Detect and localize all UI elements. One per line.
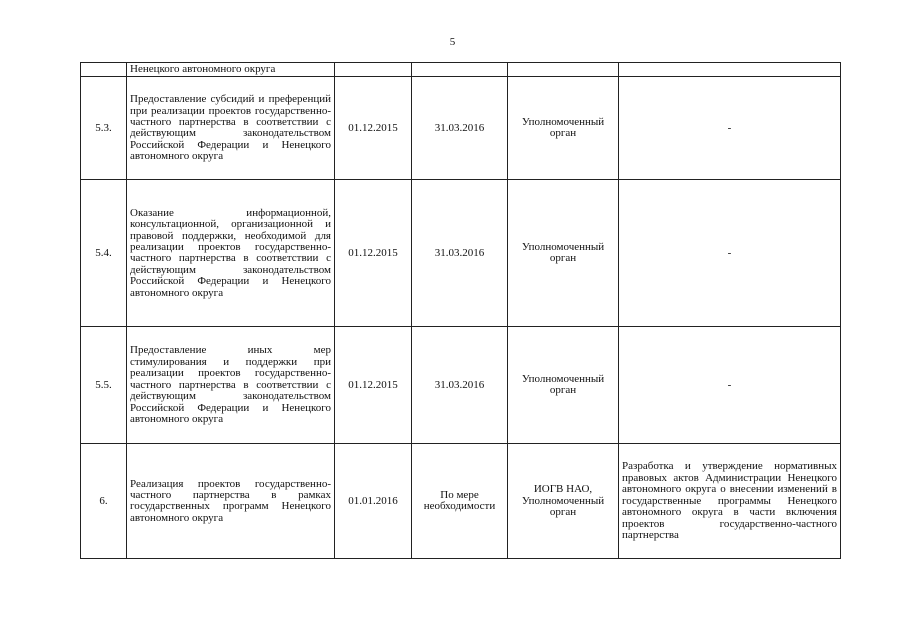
row-number: 6. [81,444,127,559]
row-number: 5.3. [81,77,127,180]
measure-name: Ненецкого автономного округа [127,63,335,77]
measure-name: Предоставление иных мер стимулирования и поддержки при реализации проектов государственно-частного партнерства в соответствии с действующим законодательством Российской Федерации и Ненецкого автономного округа [127,327,335,444]
expected-result: Разработка и утверждение нормативных правовых актов Администрации Ненецкого автономного округа о внесении изменений в государственные программы Ненецкого автономного округа в части включения проектов государственно-частного партнерства [619,444,841,559]
table-row [81,77,841,180]
start-date: 01.12.2015 [335,327,412,444]
expected-result: - [619,180,841,327]
responsible: Уполномоченный орган [508,77,619,180]
expected-result [619,63,841,77]
responsible [508,63,619,77]
start-date: 01.01.2016 [335,444,412,559]
measure-name: Оказание информационной, консультационной, организационной и правовой поддержки, необходимой для реализации проектов государственно-частного партнерства в соответствии с действующим законодательством Российской Федерации и Ненецкого автономного округа [127,180,335,327]
measure-name: Предоставление субсидий и преференций при реализации проектов государственно-частного партнерства в соответствии с действующим законодательством Российской Федерации и Ненецкого автономного округа [127,77,335,180]
responsible: ИОГВ НАО, Уполномоченный орган [508,444,619,559]
plan-table [80,62,841,559]
table-row [81,444,841,559]
row-number: 5.5. [81,327,127,444]
table-row [81,180,841,327]
end-date: По мере необходимости [412,444,508,559]
start-date: 01.12.2015 [335,180,412,327]
expected-result: - [619,327,841,444]
page-number: 5 [449,36,456,48]
start-date [335,63,412,77]
end-date: 31.03.2016 [412,327,508,444]
row-number [81,63,127,77]
end-date: 31.03.2016 [412,77,508,180]
responsible: Уполномоченный орган [508,180,619,327]
end-date [412,63,508,77]
table-row [81,327,841,444]
end-date: 31.03.2016 [412,180,508,327]
table-row [81,63,841,77]
measure-name: Реализация проектов государственно-частного партнерства в рамках государственных программ Ненецкого автономного округа [127,444,335,559]
row-number: 5.4. [81,180,127,327]
start-date: 01.12.2015 [335,77,412,180]
responsible: Уполномоченный орган [508,327,619,444]
expected-result: - [619,77,841,180]
